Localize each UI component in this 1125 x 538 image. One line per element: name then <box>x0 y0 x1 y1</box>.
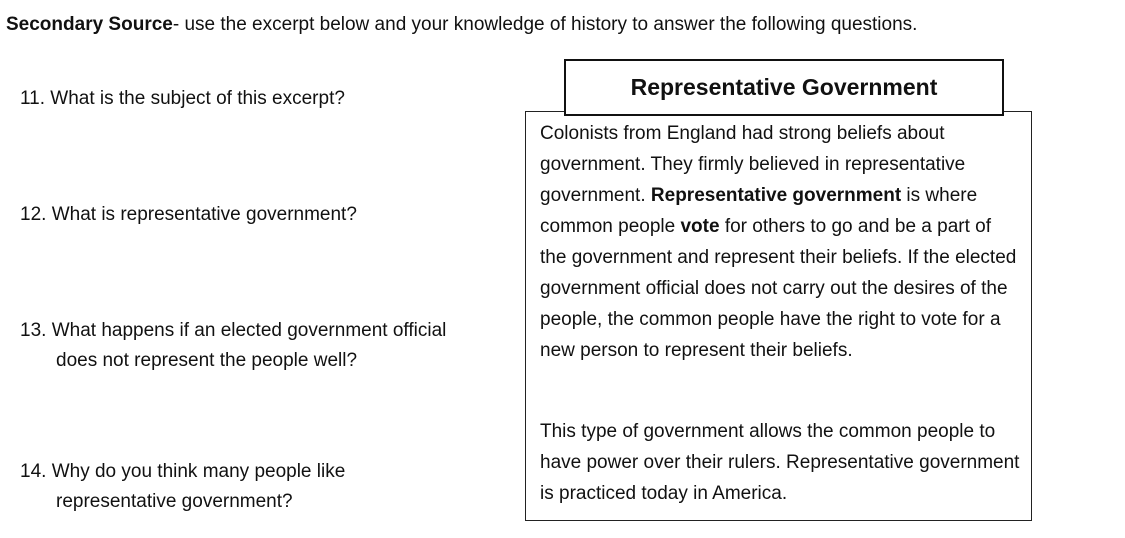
excerpt-term-vote: vote <box>680 216 720 237</box>
excerpt-term-representative-government: Representative government <box>650 185 902 206</box>
question-13-text: 13. What happens if an elected government official <box>20 320 447 341</box>
instructions-label: Secondary Source <box>6 14 173 35</box>
question-12 <box>20 200 357 230</box>
excerpt-paragraph-1 <box>540 118 1020 366</box>
question-12-text: 12. What is representative government? <box>20 204 357 225</box>
excerpt-paragraph-1-part2: is where common people <box>540 185 978 237</box>
excerpt-box <box>525 111 1032 521</box>
question-13-text-continued: does not represent the people well? <box>56 350 358 371</box>
question-13 <box>20 316 446 376</box>
instructions-line <box>6 13 917 37</box>
question-11 <box>20 84 345 114</box>
question-14 <box>20 457 345 517</box>
excerpt-paragraph-2: This type of government allows the common people to have power over their rulers. Representative government is practiced today in America. <box>540 421 1020 504</box>
question-14-text-continued: representative government? <box>56 491 293 512</box>
question-11-text: 11. What is the subject of this excerpt? <box>20 88 345 109</box>
excerpt-title: Representative Government <box>564 59 1004 116</box>
excerpt-paragraph-1-part3: for others to go and be a part of the government and represent their beliefs. If the elected government official does not carry out the desires of the people, the common people have the right to vote for a new person to represent their beliefs. <box>540 216 1017 361</box>
excerpt-paragraph-1-part1: Colonists from England had strong beliefs about government. They firmly believed in representative government. <box>540 123 966 206</box>
question-14-text: 14. Why do you think many people like <box>20 461 346 482</box>
instructions-text: - use the excerpt below and your knowledge of history to answer the following questions. <box>172 14 918 35</box>
